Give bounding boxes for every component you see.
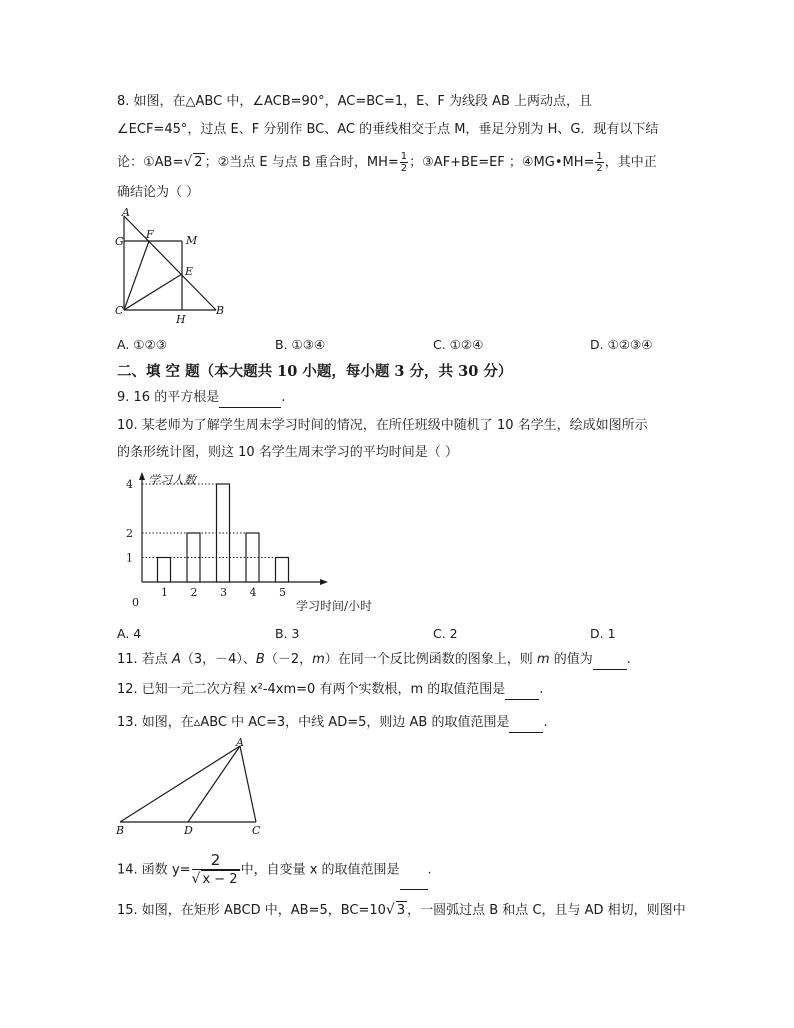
label-a: A bbox=[236, 736, 244, 749]
q10-line-2: 的条形统计图，则这 10 名学生周末学习的平均时间是（ ） bbox=[117, 445, 458, 460]
label-a: A bbox=[122, 206, 130, 219]
fraction-numerator: 1 bbox=[596, 151, 603, 162]
y-axis-label: 学习人数 bbox=[148, 473, 197, 487]
y-tick-label: 2 bbox=[126, 527, 133, 540]
q11-variable-m: m bbox=[536, 652, 550, 667]
q11-text: 11. 若点 bbox=[117, 652, 172, 667]
q10-bar-chart bbox=[112, 470, 382, 620]
q15-text: 15. 如图，在矩形 ABCD 中，AB=5，BC=10 bbox=[117, 903, 386, 918]
x-tick-label: 5 bbox=[279, 586, 286, 599]
q13-triangle-figure bbox=[112, 736, 272, 836]
x-axis-label: 学习时间/小时 bbox=[296, 599, 373, 613]
answer-blank bbox=[593, 651, 627, 670]
q10-option-b: B. 3 bbox=[275, 626, 300, 641]
segment-ce bbox=[124, 274, 182, 310]
q11-variable-m: m bbox=[312, 652, 325, 667]
q8-option-b: B. ①③④ bbox=[275, 337, 326, 352]
q11-text: 的值为 bbox=[549, 652, 593, 667]
bar-5 bbox=[276, 558, 289, 583]
q11-text: ）在同一个反比例函数的图象上，则 bbox=[324, 652, 537, 667]
q8-line-4: 确结论为（ ） bbox=[117, 185, 200, 200]
y-axis-arrow-icon bbox=[139, 472, 145, 480]
y-tick-label: 4 bbox=[126, 478, 133, 491]
q12-text: 12. 已知一元二次方程 x²-4xm=0 有两个实数根，m 的取值范围是 bbox=[117, 682, 506, 697]
q8-text: ；③AF+BE=EF ；④MG•MH= bbox=[409, 155, 595, 170]
q9 bbox=[117, 389, 285, 408]
q11-end: . bbox=[626, 652, 631, 667]
answer-blank bbox=[400, 853, 428, 890]
sqrt-sign: √ bbox=[191, 871, 201, 887]
sqrt-sign: √ bbox=[183, 154, 193, 170]
q10-option-c: C. 2 bbox=[433, 626, 458, 641]
answer-blank bbox=[505, 681, 539, 700]
label-b: B bbox=[216, 304, 225, 317]
q11-text: （－2， bbox=[264, 652, 313, 667]
q8-line-1: 8. 如图，在△ABC 中，∠ACB=90°，AC=BC=1，E、F 为线段 AB 上两动点，且 bbox=[117, 94, 593, 109]
fraction-denominator: 2 bbox=[596, 163, 603, 174]
q10-line-1: 10. 某老师为了解学生周末学习时间的情况，在所任班级中随机了 10 名学生，绘成如图所示 bbox=[117, 418, 648, 433]
fraction-denominator bbox=[192, 870, 240, 888]
q8-text: ，其中正 bbox=[604, 155, 657, 170]
bar-1 bbox=[158, 558, 171, 583]
q14-text: 14. 函数 y= bbox=[117, 862, 191, 878]
y-tick-label: 1 bbox=[126, 551, 133, 565]
q13-text: 13. 如图，在▵ABC 中 AC=3，中线 AD=5，则边 AB 的取值范围是 bbox=[117, 715, 510, 730]
fraction-half bbox=[400, 151, 408, 174]
x-tick-label: 2 bbox=[190, 586, 198, 599]
q8-text: ；②当点 E 与点 B 重合时，MH= bbox=[204, 155, 399, 170]
segment-ac bbox=[240, 746, 256, 822]
fraction-half bbox=[595, 151, 603, 174]
label-f: F bbox=[146, 228, 154, 241]
sqrt-radicand: x − 2 bbox=[202, 872, 238, 887]
segment-ab bbox=[120, 746, 240, 822]
q10-option-d: D. 1 bbox=[590, 626, 616, 641]
q8-text: 论：①AB= bbox=[117, 155, 184, 170]
q8-option-d: D. ①②③④ bbox=[590, 337, 653, 352]
label-g: G bbox=[115, 235, 124, 248]
label-d: D bbox=[184, 824, 193, 836]
q14-fraction bbox=[192, 852, 240, 888]
q11 bbox=[117, 651, 631, 670]
sqrt-radicand: 2 bbox=[194, 155, 203, 170]
sqrt-radicand: 3 bbox=[396, 903, 406, 918]
q9-end: . bbox=[281, 390, 286, 405]
q11-text: （3，－4）、 bbox=[180, 652, 256, 667]
q11-point-a: A bbox=[171, 652, 181, 667]
x-axis-arrow-icon bbox=[320, 579, 328, 585]
q8-line-2: ∠ECF=45°，过点 E、F 分别作 BC、AC 的垂线相交于点 M，垂足分别为 H、G．现有以下结 bbox=[117, 122, 659, 137]
answer-blank bbox=[219, 389, 281, 408]
q14 bbox=[117, 852, 432, 890]
sqrt-sign: √ bbox=[385, 902, 395, 918]
x-tick-label: 3 bbox=[220, 586, 227, 599]
q14-end: . bbox=[427, 862, 432, 878]
label-b: B bbox=[116, 824, 125, 836]
fraction-denominator: 2 bbox=[400, 163, 408, 174]
q10-option-a: A. 4 bbox=[117, 626, 142, 641]
x-tick-label: 4 bbox=[249, 586, 257, 599]
origin-label: 0 bbox=[132, 596, 139, 609]
q11-point-b: B bbox=[255, 652, 265, 667]
fraction-numerator: 2 bbox=[192, 852, 240, 870]
label-m: M bbox=[186, 234, 198, 247]
q13 bbox=[117, 714, 548, 733]
q12 bbox=[117, 681, 543, 700]
q8-geometry-figure bbox=[112, 206, 232, 328]
label-c: C bbox=[115, 304, 124, 317]
section-2-heading: 二、填 空 题（本大题共 10 小题，每小题 3 分，共 30 分） bbox=[117, 363, 513, 380]
q8-line-3 bbox=[117, 151, 657, 174]
label-c: C bbox=[252, 824, 261, 836]
segment-cf bbox=[124, 241, 149, 310]
q13-end: . bbox=[543, 715, 548, 730]
q15 bbox=[117, 901, 686, 920]
label-h: H bbox=[176, 313, 186, 326]
q12-end: . bbox=[539, 682, 544, 697]
q8-option-a: A. ①②③ bbox=[117, 337, 167, 352]
label-e: E bbox=[185, 265, 194, 278]
x-tick-label: 1 bbox=[161, 586, 168, 599]
fraction-numerator: 1 bbox=[400, 151, 408, 162]
segment-ad bbox=[188, 746, 240, 822]
segment-ab bbox=[124, 216, 216, 310]
q14-text: 中，自变量 x 的取值范围是 bbox=[240, 862, 400, 878]
answer-blank bbox=[509, 714, 543, 733]
q9-text: 9. 16 的平方根是 bbox=[117, 390, 220, 405]
q15-text: ，一圆弧过点 B 和点 C，且与 AD 相切，则图中 bbox=[407, 903, 686, 918]
q8-option-c: C. ①②④ bbox=[433, 337, 484, 352]
